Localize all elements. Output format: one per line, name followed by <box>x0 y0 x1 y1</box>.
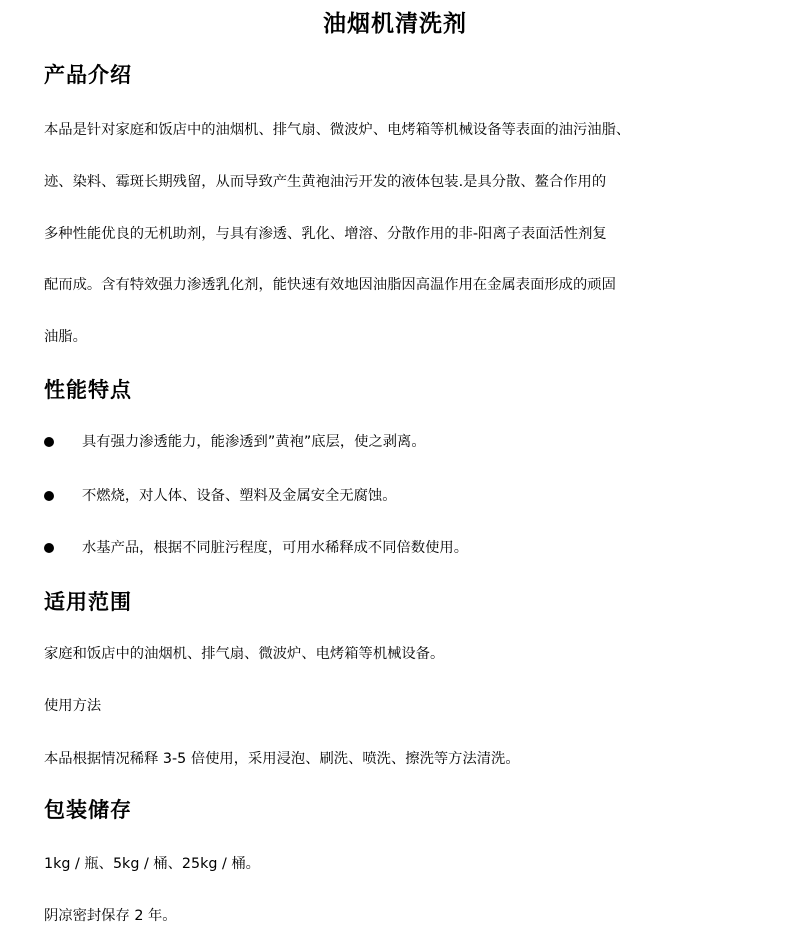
bullet-icon <box>44 437 54 447</box>
usage-label: 使用方法 <box>44 698 102 714</box>
section-heading-scope: 适用范围 <box>44 590 132 614</box>
feature-text: 不燃烧，对人体、设备、塑料及金属安全无腐蚀。 <box>82 488 397 504</box>
intro-line-1: 本品是针对家庭和饭店中的油烟机、排气扇、微波炉、电烤箱等机械设备等表面的油污油脂、 <box>44 122 631 138</box>
intro-line-4: 配而成。含有特效强力渗透乳化剂，能快速有效地因油脂因高温作用在金属表面形成的顽固 <box>44 277 616 293</box>
intro-line-2: 迹、染料、霉斑长期残留，从而导致产生黄袍油污开发的液体包装.是具分散、鳌合作用的 <box>44 174 607 190</box>
intro-line-5: 油脂。 <box>44 329 87 345</box>
bullet-icon <box>44 491 54 501</box>
feature-text: 水基产品，根据不同脏污程度，可用水稀释成不同倍数使用。 <box>82 540 469 556</box>
document-title: 油烟机清洗剂 <box>323 11 467 37</box>
bullet-icon <box>44 543 54 553</box>
feature-text: 具有强力渗透能力，能渗透到”黄袍”底层，使之剥离。 <box>82 434 426 450</box>
intro-line-3: 多种性能优良的无机助剂，与具有渗透、乳化、增溶、分散作用的非-阳离子表面活性剂复 <box>44 226 607 242</box>
section-heading-features: 性能特点 <box>44 378 132 402</box>
package-text: 1kg / 瓶、5kg / 桶、25kg / 桶。 <box>44 856 260 872</box>
usage-text: 本品根据情况稀释 3-5 倍使用，采用浸泡、刷洗、喷洗、擦洗等方法清洗。 <box>44 751 520 767</box>
section-heading-intro: 产品介绍 <box>44 63 132 87</box>
section-heading-storage: 包装储存 <box>44 798 132 822</box>
scope-text: 家庭和饭店中的油烟机、排气扇、微波炉、电烤箱等机械设备。 <box>44 646 445 662</box>
storage-text: 阴凉密封保存 2 年。 <box>44 908 177 924</box>
